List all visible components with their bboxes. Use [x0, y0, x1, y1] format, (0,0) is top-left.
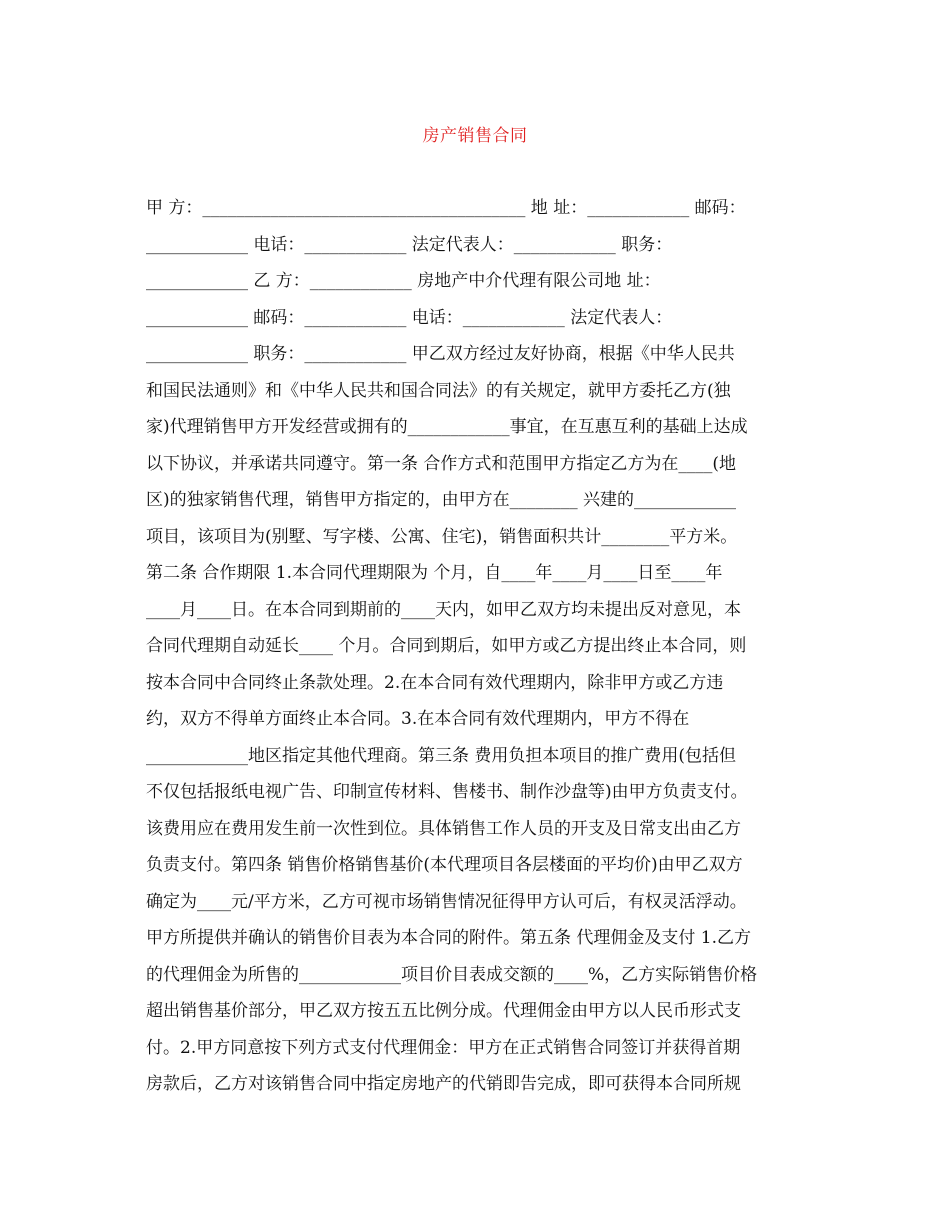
body-line: 合同代理期自动延长____ 个月。合同到期后，如甲方或乙方提出终止本合同，则	[146, 636, 747, 656]
body-line: 和国民法通则》和《中华人民共和国合同法》的有关规定，就甲方委托乙方(独	[146, 380, 731, 401]
body-line: 确定为____元/平方米，乙方可视市场销售情况征得甲方认可后，有权灵活浮动。	[146, 891, 747, 912]
body-line: 区)的独家销售代理，销售甲方指定的，由甲方在________ 兴建的____________	[146, 490, 737, 510]
body-line: 甲 方：______________________________________ 地 址：____________ 邮码：	[146, 198, 746, 218]
body-line: ____________ 邮码：____________ 电话：____________ 法定代表人：	[146, 307, 673, 328]
body-line: 按本合同中合同终止条款处理。2.在本合同有效代理期内，除非甲方或乙方违	[146, 672, 724, 693]
body-line: 约，双方不得单方面终止本合同。3.在本合同有效代理期内，甲方不得在	[146, 709, 690, 729]
body-line: 付。2.甲方同意按下列方式支付代理佣金：甲方在正式销售合同签订并获得首期	[146, 1037, 741, 1058]
body-line: 负责支付。第四条 销售价格销售基价(本代理项目各层楼面的平均价)由甲乙双方	[146, 855, 743, 875]
body-line: ____________ 电话：____________ 法定代表人：____________ 职务：	[146, 234, 673, 255]
body-line: 的代理佣金为所售的____________项目价目表成交额的____%，乙方实际销售价格	[146, 964, 758, 985]
contract-body	[146, 190, 816, 1103]
body-line: 第二条 合作期限 1.本合同代理期限为 个月，自____年____月____日至____年	[146, 563, 723, 583]
body-line: 该费用应在费用发生前一次性到位。具体销售工作人员的开支及日常支出由乙方	[146, 818, 741, 839]
body-line: ____月____日。在本合同到期前的____天内，如甲乙双方均未提出反对意见，本	[146, 599, 741, 620]
body-line: 甲方所提供并确认的销售价目表为本合同的附件。第五条 代理佣金及支付 1.乙方	[146, 928, 752, 948]
body-line: ____________地区指定其他代理商。第三条 费用负担本项目的推广费用(包括但	[146, 745, 737, 766]
body-line: ____________ 乙 方：____________ 房地产中介代理有限公司地 址：	[146, 271, 661, 291]
body-line: ____________ 职务：____________ 甲乙双方经过友好协商，根据《中华人民共	[146, 344, 735, 364]
body-line: 房款后，乙方对该销售合同中指定房地产的代销即告完成，即可获得本合同所规	[146, 1074, 741, 1094]
body-line: 以下协议，并承诺共同遵守。第一条 合作方式和范围甲方指定乙方为在____(地	[146, 453, 737, 474]
document-title: 房产销售合同	[422, 126, 528, 146]
body-line: 超出销售基价部分，甲乙双方按五五比例分成。代理佣金由甲方以人民币形式支	[146, 1001, 741, 1021]
body-line: 项目，该项目为(别墅、写字楼、公寓、住宅)，销售面积共计________平方米。	[146, 526, 738, 547]
body-line: 不仅包括报纸电视广告、印制宣传材料、售楼书、制作沙盘等)由甲方负责支付。	[146, 782, 748, 802]
body-line: 家)代理销售甲方开发经营或拥有的____________事宜，在互惠互利的基础上达成	[146, 417, 748, 437]
